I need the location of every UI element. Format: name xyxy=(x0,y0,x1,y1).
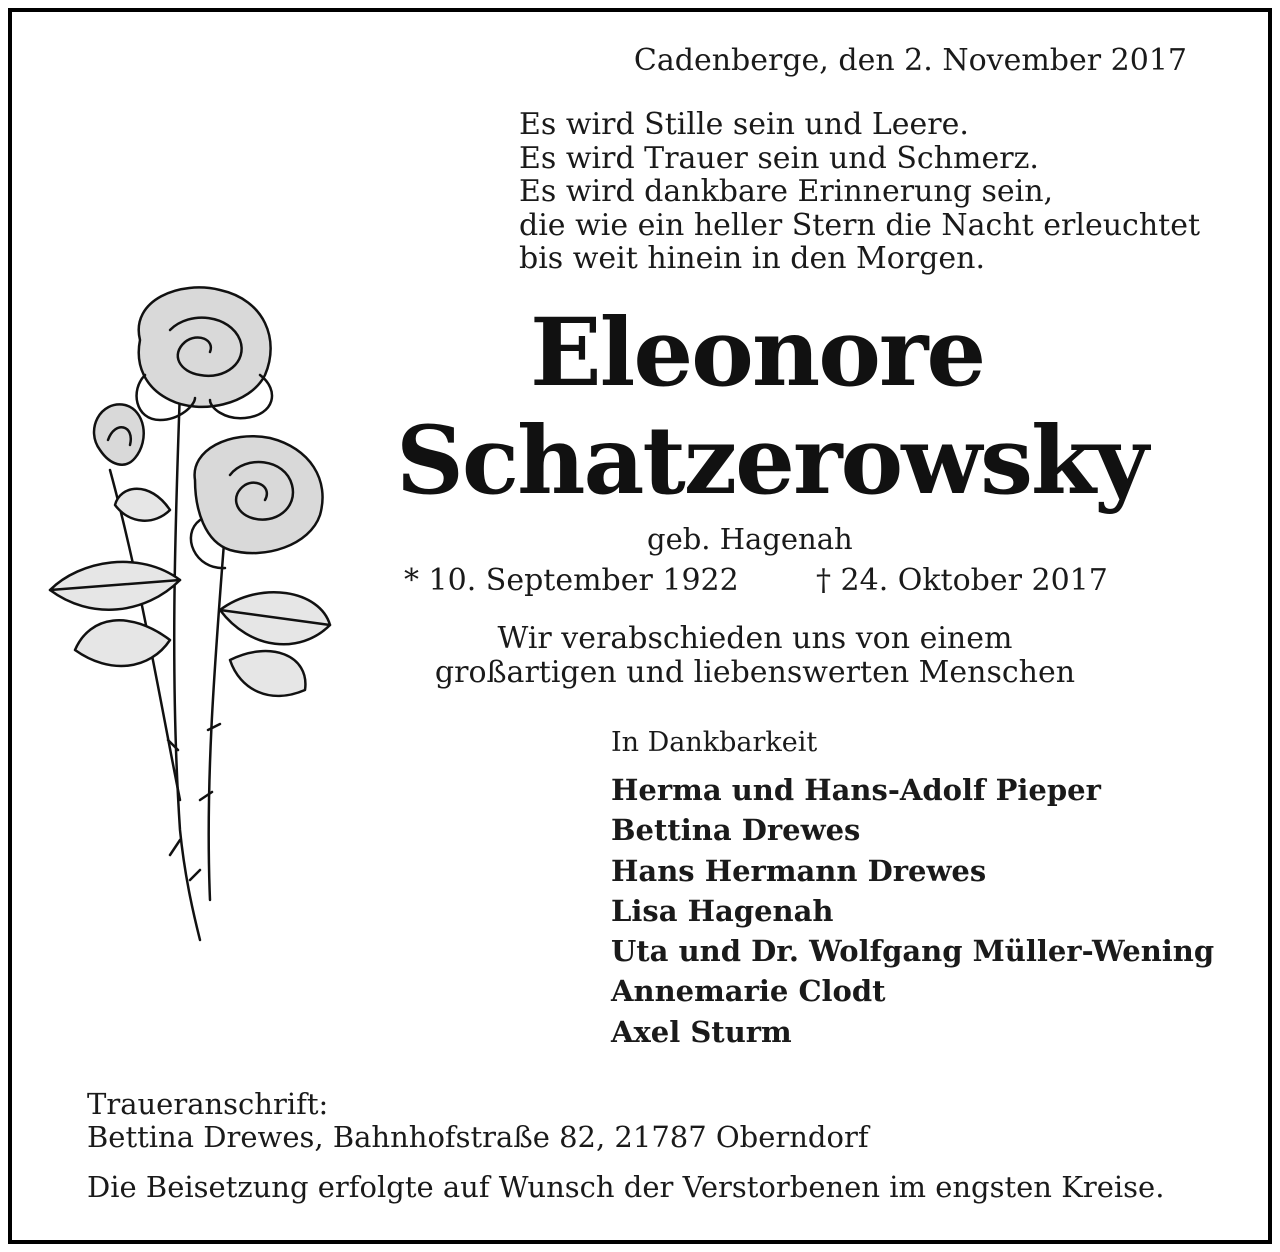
poem xyxy=(519,108,1200,276)
mourner-name: Axel Sturm xyxy=(611,1014,792,1049)
poem-line: Es wird Trauer sein und Schmerz. xyxy=(519,140,1039,176)
mourner-name: Annemarie Clodt xyxy=(611,974,886,1009)
farewell-text xyxy=(340,622,1170,690)
poem-line: Es wird dankbare Erinnerung sein, xyxy=(519,174,1054,209)
birth-date: * 10. September 1922 xyxy=(404,563,739,598)
poem-line: die wie ein heller Stern die Nacht erleuchtet xyxy=(519,207,1201,243)
mourners-list xyxy=(611,770,1214,1052)
mourner-name: Herma und Hans-Adolf Pieper xyxy=(611,773,1101,807)
death-date: † 24. Oktober 2017 xyxy=(816,563,1108,598)
deceased-last-name: Schatzerowsky xyxy=(396,406,1147,516)
farewell-line: Wir verabschieden uns von einem xyxy=(497,621,1013,656)
born-name: geb. Hagenah xyxy=(647,522,853,556)
deceased-first-name: Eleonore xyxy=(530,298,985,408)
place-date: Cadenberge, den 2. November 2017 xyxy=(633,43,1187,78)
mourner-name: Lisa Hagenah xyxy=(611,893,834,928)
address-text: Bettina Drewes, Bahnhofstraße 82, 21787 Oberndorf xyxy=(87,1120,869,1154)
farewell-line: großartigen und liebenswerten Menschen xyxy=(434,655,1076,690)
poem-line: bis weit hinein in den Morgen. xyxy=(519,241,985,276)
burial-note: Die Beisetzung erfolgte auf Wunsch der Verstorbenen im engsten Kreise. xyxy=(87,1170,1165,1204)
mourner-name: Uta und Dr. Wolfgang Müller-Wening xyxy=(611,934,1215,969)
roses-illustration-icon xyxy=(30,280,350,950)
mourner-name: Hans Hermann Drewes xyxy=(611,853,987,888)
address-label: Traueranschrift: xyxy=(87,1087,329,1121)
mourner-name: Bettina Drewes xyxy=(611,813,861,848)
mourning-address xyxy=(87,1088,869,1154)
poem-line: Es wird Stille sein und Leere. xyxy=(519,107,969,142)
mourners-intro: In Dankbarkeit xyxy=(611,727,818,758)
